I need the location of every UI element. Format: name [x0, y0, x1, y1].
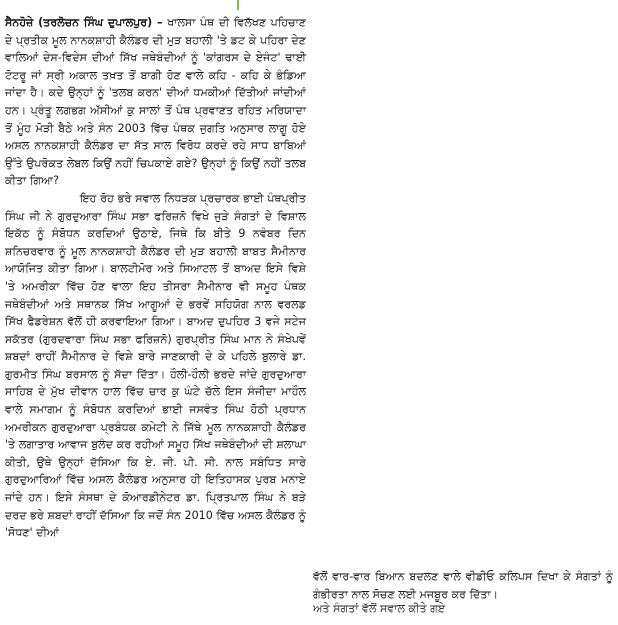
top-strip	[0, 0, 618, 10]
byline-separator: –	[152, 16, 168, 29]
green-rule	[237, 0, 239, 10]
continuation-paragraph: ਵੱਲੋਂ ਵਾਰ-ਵਾਰ ਬਿਆਨ ਬਦਲਣ ਵਾਲੇ ਵੀਡੀਓ ਕਲਿਪਸ ਦਿਖਾ ਕੇ ਸੰਗਤਾਂ ਨੂੰ ਗੰਭੀਰਤਾ ਨਾਲ ਸੋਚਣ ਲਈ ਮਜਬੂਰ ਕਰ ਦਿੱਤਾ।	[313, 570, 613, 601]
lead-text: ਖਾਲਸਾ ਪੰਥ ਦੀ ਵਿਲੱਖਣ ਪਹਿਚਾਣ ਦੇ ਪ੍ਰਤੀਕ ਮੂਲ ਨਾਨਕਸ਼ਾਹੀ ਕੈਲੰਡਰ ਦੀ ਮੁੜ ਬਹਾਲੀ 'ਤੇ ਡਟ ਕੇ ਪਹਿਰਾ ਦੇਣ ਵਾਲਿਆਂ ਦੇਸ-ਵਿਦੇਸ ਦੀਆਂ ਸਿੱਖ ਜਥੇਬੰਦੀਆਂ ਨੂੰ 'ਕਾਂਗਰਸ ਦੇ ਏਜੰਟ' ਢਾਈ ਟੋਟਰੂ ਜਾਂ ਸ੍ਰੀ ਅਕਾਲ ਤਖ਼ਤ ਤੋਂ ਬਾਗੀ ਹੋਣ ਵਾਲੇ ਕਹਿ - ਕਹਿ ਕੇ ਭੰਡਿਆ ਜਾਂਦਾ ਹੈ। ਕਦੇ ਉਨ੍ਹਾਂ ਨੂੰ 'ਤਲਬ ਕਰਨ' ਦੀਆਂ ਧਮਕੀਆਂ ਦਿੱਤੀਆਂ ਜਾਂਦੀਆਂ ਹਨ। ਪ੍ਰੰਤੂ ਲਗਭਗ ਅੱਸੀਆਂ ਕੁ ਸਾਲਾਂ ਤੋਂ ਪੰਥ ਪ੍ਰਵਾਣਤ ਰਹਿਤ ਮਰਿਯਾਦਾ ਤੋਂ ਮੂੰਹ ਮੋੜੀ ਬੈਠੇ ਅਤੇ ਸੰਨ 2003 ਵਿੱਚ ਪੰਥਕ ਜੁਗਤਿ ਅਨੁਸਾਰ ਲਾਗੂ ਹੋਏ ਅਸਲ ਨਾਨਕਸ਼ਾਹੀ ਕੈਲੰਡਰ ਦਾ ਸੱਤ ਸਾਲ ਵਿਰੋਧ ਕਰਦੇ ਰਹੇ ਸਾਧ ਬਾਬਿਆਂ ਉੱਤੇ ਉਪਰੋਕਤ ਲੇਬਲ ਕਿਉਂ ਨਹੀਂ ਚਿਪਕਾਏ ਗਏ? ਉਨ੍ਹਾਂ ਨੂੰ ਕਿਉਂ ਨਹੀਂ ਤਲਬ ਕੀਤਾ ਗਿਆ?	[5, 16, 306, 188]
byline: ਸੈਨਹੋਜ਼ੇ (ਤਰਲੋਚਨ ਸਿੰਘ ਦੁਪਾਲਪੁਰ)	[5, 16, 153, 29]
cut-off-line: ਅਤੇ ਸੰਗਤਾਂ ਵੱਲੋਂ ਸਵਾਲ ਕੀਤੇ ਗਏ	[313, 602, 446, 616]
article-column-right	[313, 568, 613, 625]
body-paragraph: ਇਹ ਰੋਹ ਭਰੇ ਸਵਾਲ ਨਿਧੜਕ ਪ੍ਰਚਾਰਕ ਭਾਈ ਪੰਥਪ੍ਰੀਤ ਸਿੰਘ ਜੀ ਨੇ ਗੁਰਦੁਆਰਾ ਸਿੰਘ ਸਭਾ ਫਰਿਜ਼ਨੋ ਵਿਖੇ ਜੁੜੇ ਸੰਗਤਾਂ ਦੇ ਵਿਸ਼ਾਲ ਇਕੱਠ ਨੂੰ ਸੰਬੋਧਨ ਕਰਦਿਆਂ ਉਠਾਏ, ਜਿਥੇ ਕਿ ਬੀਤੇ 9 ਨਵੰਬਰ ਦਿਨ ਸ਼ਨਿਚਰਵਾਰ ਨੂੰ ਮੂਲ ਨਾਨਕਸ਼ਾਹੀ ਕੈਲੰਡਰ ਦੀ ਮੁੜ ਬਹਾਲੀ ਬਾਬਤ ਸੈਮੀਨਾਰ ਆਯੋਜਿਤ ਕੀਤਾ ਗਿਆ। ਬਾਲਟੀਮੋਰ ਅਤੇ ਸਿਆਟਲ ਤੋਂ ਬਾਅਦ ਇਸੇ ਵਿਸ਼ੇ 'ਤੇ ਅਮਰੀਕਾ ਵਿੱਚ ਹੋਣ ਵਾਲਾ ਇਹ ਤੀਸਰਾ ਸੈਮੀਨਾਰ ਵੀ ਸਮੂਹ ਪੰਥਕ ਜਥੇਬੰਦੀਆਂ ਅਤੇ ਸਥਾਨਕ ਸਿੱਖ ਆਗੂਆਂ ਦੇ ਭਰਵੇਂ ਸਹਿਯੋਗ ਨਾਲ ਵਰਲਡ ਸਿੱਖ ਫੈਡਰੇਸ਼ਨ ਵੱਲੋਂ ਹੀ ਕਰਵਾਇਆ ਗਿਆ। ਬਾਅਦ ਦੁਪਹਿਰ 3 ਵਜੇ ਸਟੇਜ ਸਕੱਤਰ (ਗੁਰਦਵਾਰਾ ਸਿੰਘ ਸਭਾ ਫਰਿਜ਼ਨੋ) ਗੁਰਪ੍ਰੀਤ ਸਿੰਘ ਮਾਨ ਨੇ ਸੰਖੇਪਵੇਂ ਸ਼ਬਦਾਂ ਰਾਹੀਂ ਸੈਮੀਨਾਰ ਦੇ ਵਿਸ਼ੇ ਬਾਰੇ ਜਾਣਕਾਰੀ ਦੇ ਕੇ ਪਹਿਲੇ ਬੁਲਾਰੇ ਡਾ. ਗੁਰਮੀਤ ਸਿੰਘ ਬਰਸਾਲ ਨੂੰ ਸੱਦਾ ਦਿੱਤਾ। ਹੌਲੀ-ਹੌਲੀ ਭਰਦੇ ਜਾਂਦੇ ਗੁਰਦੁਆਰਾ ਸਾਹਿਬ ਦੇ ਮੁੱਖ ਦੀਵਾਨ ਹਾਲ ਵਿੱਚ ਚਾਰ ਕੁ ਘੰਟੇ ਚੱਲੇ ਇਸ ਸੰਜੀਦਾ ਮਾਹੌਲ ਵਾਲੇ ਸਮਾਗਮ ਨੂੰ ਸੰਬੋਧਨ ਕਰਦਿਆਂ ਭਾਈ ਜਸਵੰਤ ਸਿੰਘ ਹੋਠੀ ਪ੍ਰਧਾਨ ਅਮਰੀਕਨ ਗੁਰਦੁਆਰਾ ਪ੍ਰਬੰਧਕ ਕਮੇਟੀ ਨੇ ਜਿੱਥੇ ਮੂਲ ਨਾਨਕਸ਼ਾਹੀ ਕੈਲੰਡਰ 'ਤੇ ਲਗਾਤਾਰ ਆਵਾਜ ਬੁਲੰਦ ਕਰ ਰਹੀਆਂ ਸਮੂਹ ਸਿੱਖ ਜਥੇਬੰਦੀਆਂ ਦੀ ਸ਼ਲਾਘਾ ਕੀਤੀ, ਉਥੇ ਉਨ੍ਹਾਂ ਦੱਸਿਆ ਕਿ ਏ. ਜੀ. ਪੀ. ਸੀ. ਨਾਲ ਸਬੰਧਿਤ ਸਾਰੇ ਗੁਰਦੁਆਰਿਆਂ ਵਿੱਚ ਅਸਲ ਕੈਲੰਡਰ ਅਨੁਸਾਰ ਹੀ ਇਤਿਹਾਸਕ ਪੁਰਬ ਮਨਾਏ ਜਾਂਦੇ ਹਨ। ਇਸੇ ਸੰਸਥਾ ਦੇ ਕੋਆਰਡੀਨੇਟਰ ਡਾ. ਪ੍ਰਿਤਪਾਲ ਸਿੰਘ ਨੇ ਬੜੇ ਦਰਦ ਭਰੇ ਸ਼ਬਦਾਂ ਰਾਹੀਂ ਦੱਸਿਆ ਕਿ ਜਦੋਂ ਸੰਨ 2010 ਵਿੱਚ ਅਸਲ ਕੈਲੰਡਰ ਨੂੰ 'ਸੋਧਣ' ਦੀਆਂ	[5, 191, 306, 540]
article-column-left	[5, 14, 306, 624]
lead-paragraph	[5, 14, 306, 190]
